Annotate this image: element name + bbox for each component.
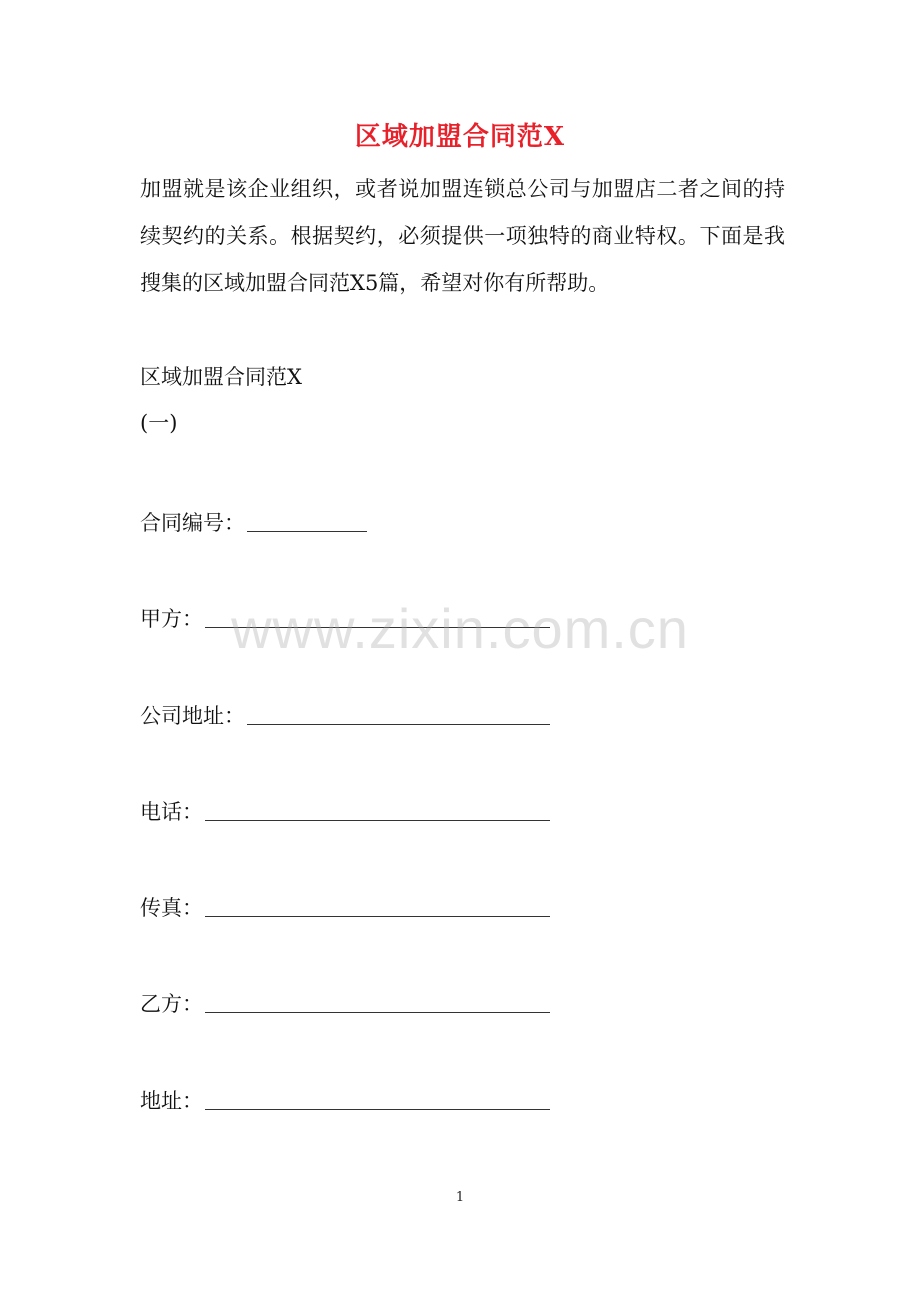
party-a-field [140,604,550,634]
watermark: www.zixin.com.cn [231,597,689,660]
contract-number-blank [247,509,367,532]
company-address-field [140,701,550,731]
party-b-field [140,989,550,1019]
party-a-label: 甲方： [140,607,203,631]
page-number: 1 [455,1190,465,1205]
address-blank [205,1087,550,1110]
contract-number-field [140,508,367,538]
document-title: 区域加盟合同范X [354,122,566,152]
party-b-label: 乙方： [140,992,203,1016]
address-field [140,1086,550,1116]
party-a-blank [205,605,550,628]
fax-label: 传真： [140,896,203,920]
section-title: 区域加盟合同范X [140,365,302,389]
phone-field [140,797,550,827]
party-b-blank [205,990,550,1013]
contract-number-label: 合同编号： [140,511,245,535]
fax-field [140,893,550,923]
fax-blank [205,894,550,917]
section-number: (一) [140,411,178,435]
company-address-blank [247,702,550,725]
phone-blank [205,798,550,821]
intro-paragraph: 加盟就是该企业组织，或者说加盟连锁总公司与加盟店二者之间的持续契约的关系。根据契约，必须提供一项独特的商业特权。下面是我搜集的区域加盟合同范X5篇，希望对你有所帮助。 [140,177,785,295]
phone-label: 电话： [140,800,203,824]
company-address-label: 公司地址： [140,704,245,728]
address-label: 地址： [140,1089,203,1113]
